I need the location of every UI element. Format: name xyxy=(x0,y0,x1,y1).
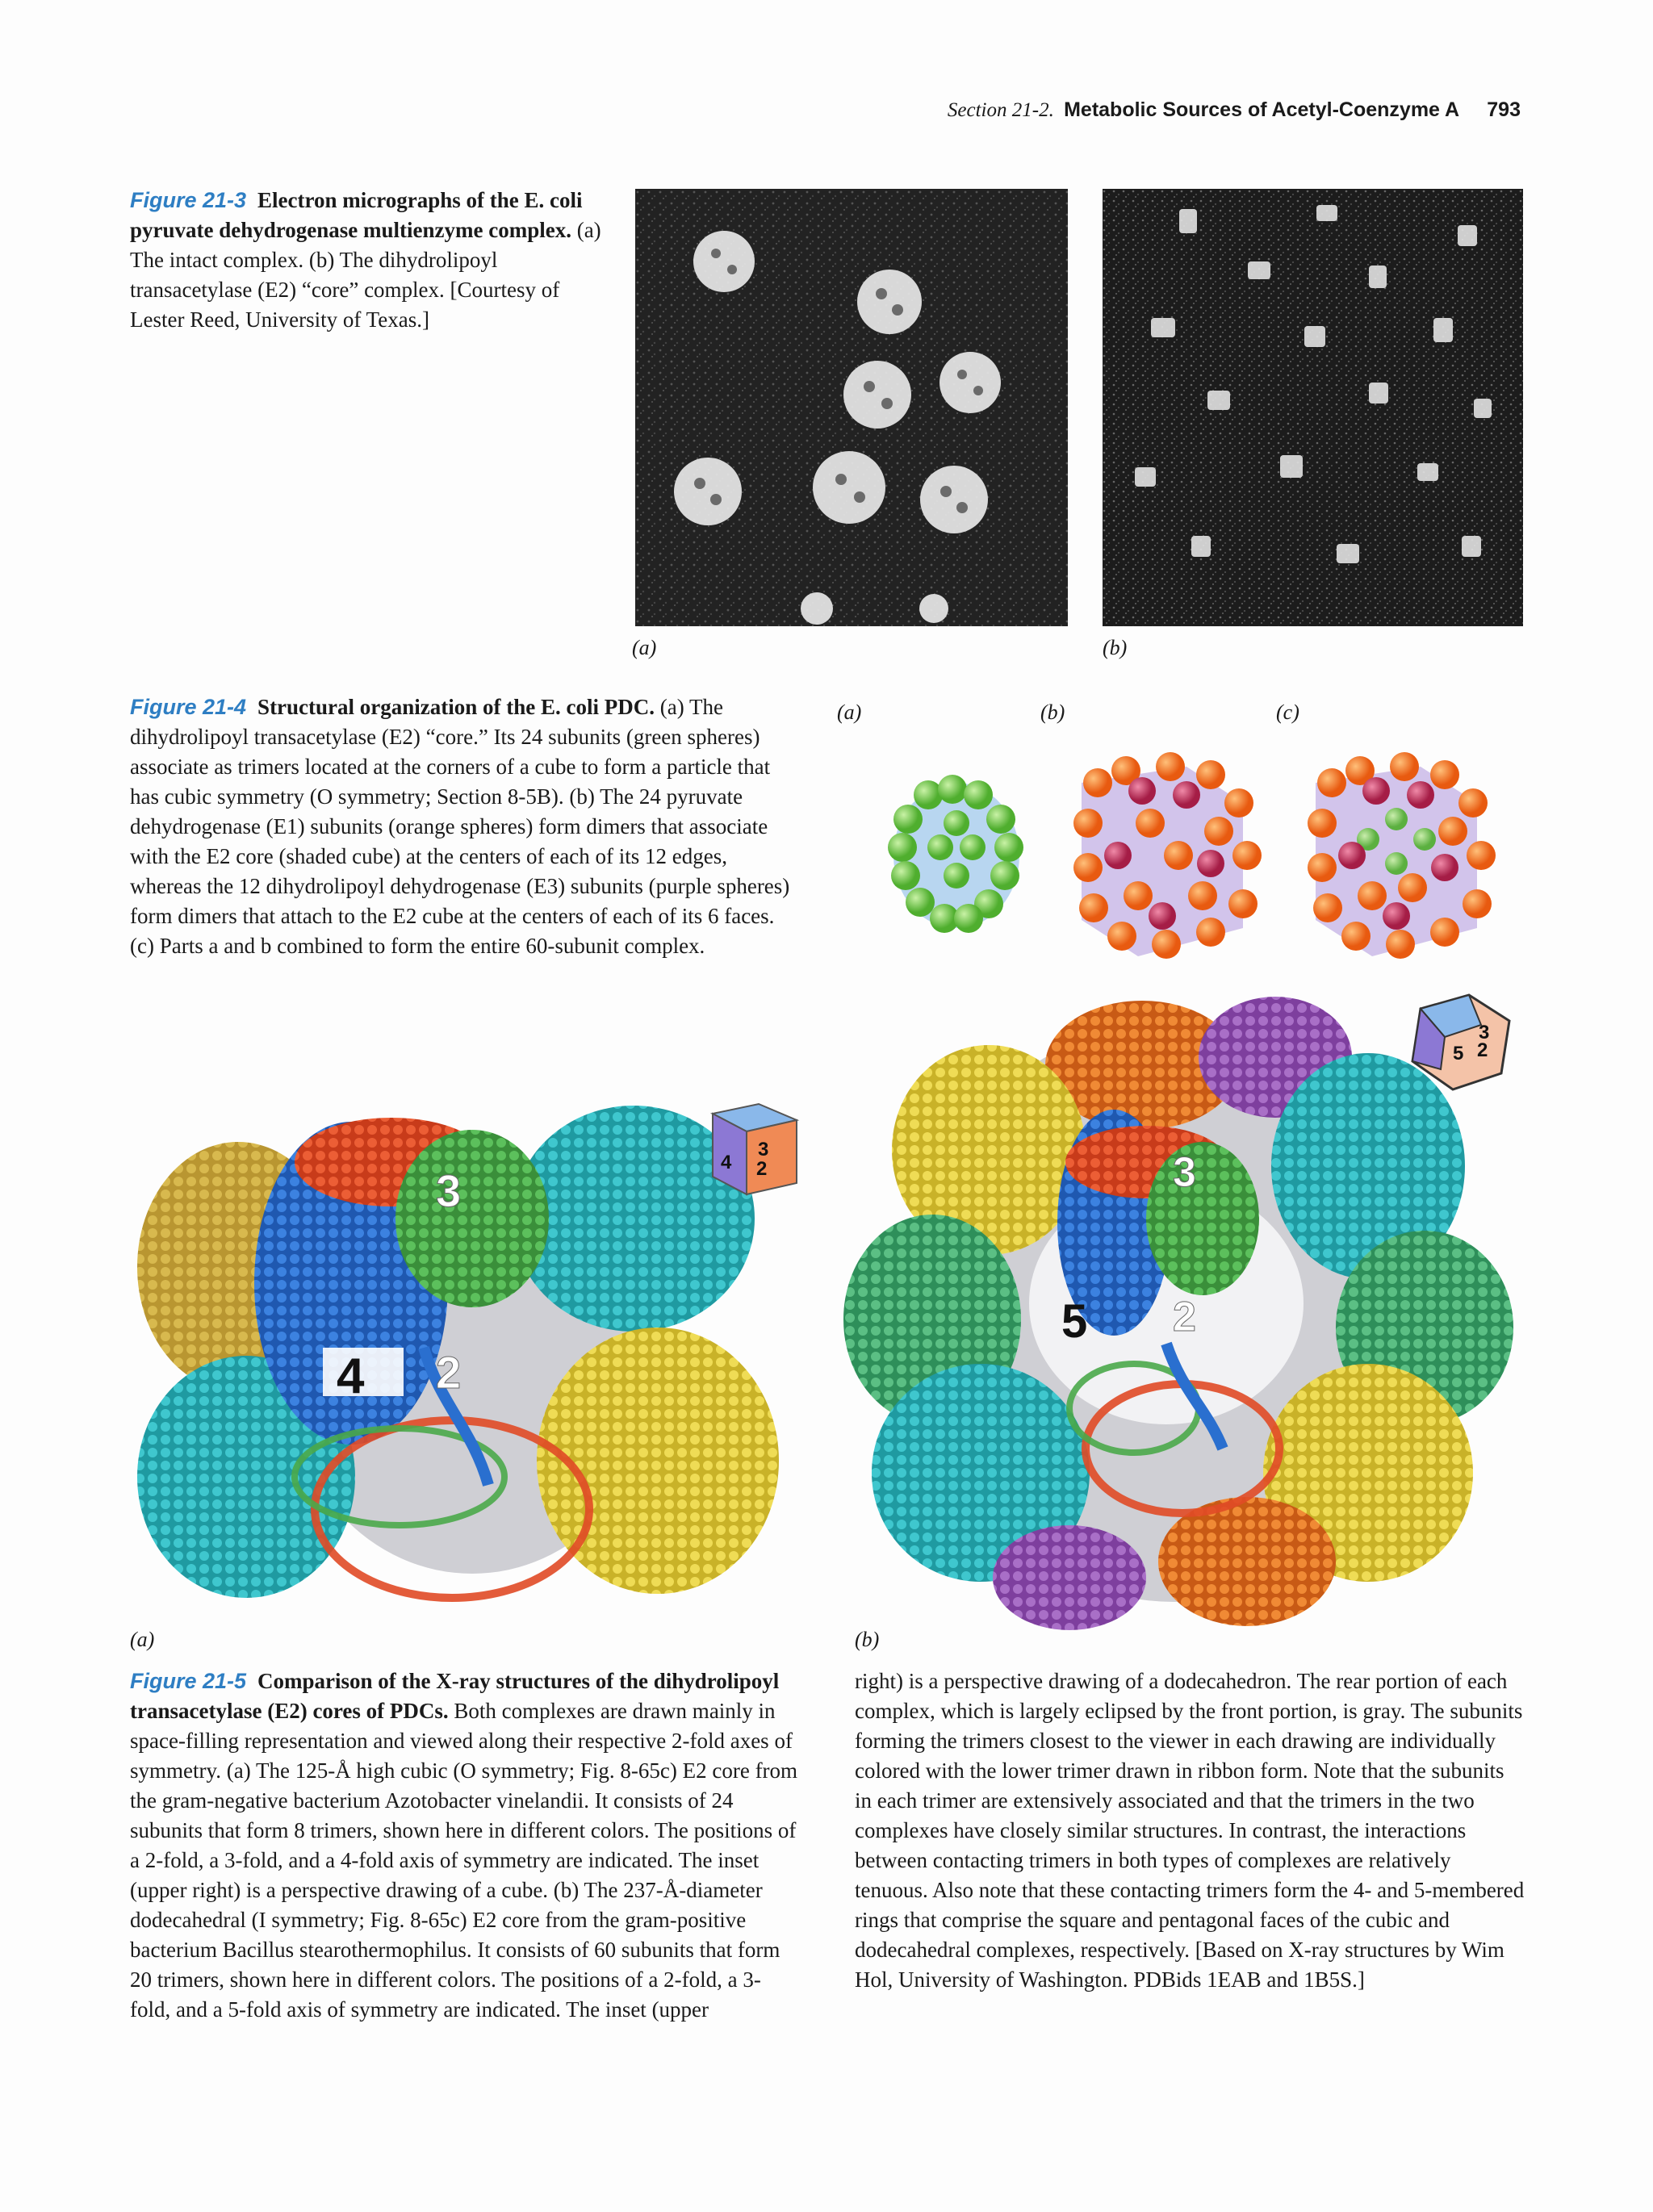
cube-label-4: 4 xyxy=(721,1152,732,1173)
section-number: Section 21-2. xyxy=(947,99,1054,121)
fig3-caption xyxy=(130,186,606,335)
e2-core-model xyxy=(888,775,1023,933)
complete-pdc-model xyxy=(1308,752,1496,959)
fig4-sub-a: (a) xyxy=(837,700,862,724)
fig4-title: Structural organization of the E. coli PDC. xyxy=(257,695,655,719)
running-header xyxy=(948,98,1521,122)
e1-e3-model xyxy=(1073,752,1262,959)
fig5b-image xyxy=(843,989,1538,1630)
fig4-models-image xyxy=(831,726,1525,993)
dodeca-label-5: 5 xyxy=(1453,1043,1464,1064)
fig3-sub-a: (a) xyxy=(632,636,657,659)
cube-label-2: 2 xyxy=(756,1158,768,1180)
micrograph-b-image xyxy=(1103,189,1523,626)
dodeca-label-2: 2 xyxy=(1477,1039,1488,1061)
fig3-sub-b: (b) xyxy=(1103,636,1128,659)
micrograph-a xyxy=(635,189,1068,626)
fig5-sub-a: (a) xyxy=(130,1628,155,1651)
fig5a-structure xyxy=(133,1098,807,1630)
dodeca-label-3: 3 xyxy=(1479,1022,1490,1043)
page-number: 793 xyxy=(1487,98,1521,121)
fig3-text: (a) The intact complex. (b) The dihydrolipoyl transacetylase (E2) “core” complex. [Courtesy of Lester Reed, University of Texas.] xyxy=(130,218,601,332)
axis-3-label-a: 3 xyxy=(436,1165,462,1216)
fig5b-structure xyxy=(843,989,1538,1630)
axis-2-label-a: 2 xyxy=(436,1347,462,1398)
fig5-text-left: Both complexes are drawn mainly in space-filling representation and viewed along their respective 2-fold axes of symmetry. (a) The 125-Å high cubic (O symmetry; Fig. 8-65c) E2 core from the gram-negative bacterium Azotobacter vinelandii. It consists of 24 subunits that form 8 trimers, shown here in different colors. The positions of a 2-fold, a 3-fold, and a 4-fold axis of symmetry are indicated. The inset (upper right) is a perspective drawing of a cube. (b) The 237-Å-diameter dodecahedral (I symmetry; Fig. 8-65c) E2 core from the gram-positive bacterium Bacillus stearothermophilus. It consists of 60 subunits that form 20 trimers, shown here in different colors. The positions of a 2-fold, a 3-fold, and a 5-fold axis of symmetry are indicated. The inset (upper xyxy=(130,1699,798,2022)
fig4-caption xyxy=(130,692,801,961)
fig5-label: Figure 21-5 xyxy=(130,1669,247,1693)
section-title: Metabolic Sources of Acetyl-Coenzyme A xyxy=(1064,98,1460,121)
fig3-label: Figure 21-3 xyxy=(130,188,247,212)
cube-inset xyxy=(713,1104,797,1194)
axis-5-label: 5 xyxy=(1061,1295,1088,1348)
axis-2-label-b: 2 xyxy=(1173,1294,1196,1340)
dodecahedron-inset xyxy=(1412,995,1509,1089)
axis-3-label-b: 3 xyxy=(1173,1149,1196,1196)
fig5-title: Comparison of the X-ray structures of the dihydrolipoyl transacetylase (E2) cores of PDCs. xyxy=(130,1669,780,1723)
fig5-sub-b: (b) xyxy=(855,1628,880,1651)
fig4-sub-b: (b) xyxy=(1040,700,1065,724)
fig4-text: (a) The dihydrolipoyl transacetylase (E2) “core.” Its 24 subunits (green spheres) associate as trimers located at the corners of a cube to form a particle that has cubic symmetry (O symmetry; Section 8-5B). (b) The 24 pyruvate dehydrogenase (E1) subunits (orange spheres) form dimers that associate with the E2 core (shaded cube) at the centers of each of its 12 edges, whereas the 12 dihydrolipoyl dehydrogenase (E3) subunits (purple spheres) form dimers that attach to the E2 cube at the centers of each of its 6 faces. (c) Parts a and b combined to form the entire 60-subunit complex. xyxy=(130,695,790,958)
fig5-text-right: right) is a perspective drawing of a dodecahedron. The rear portion of each complex, which is largely eclipsed by the front portion, is gray. The subunits forming the trimers closest to the viewer in each drawing are individually colored with the lower trimer drawn in ribbon form. Note that the subunits in each trimer are extensively associated and that the trimers in the two complexes have closely similar structures. In contrast, the interactions between contacting trimers in both types of complexes are relatively tenuous. Also note that these contacting trimers form the 4- and 5-membered rings that comprise the square and pentagonal faces of the cubic and dodecahedral complexes, respectively. [Based on X-ray structures by Wim Hol, University of Washington. PDBids 1EAB and 1B5S.] xyxy=(855,1669,1525,1992)
micrograph-b xyxy=(1103,189,1523,626)
fig4-sub-c: (c) xyxy=(1276,700,1299,724)
fig4-models xyxy=(831,726,1525,993)
cube-label-3: 3 xyxy=(758,1139,769,1160)
fig5-caption-left xyxy=(130,1666,801,2025)
fig4-label: Figure 21-4 xyxy=(130,695,247,719)
fig3-title: Electron micrographs of the E. coli pyruvate dehydrogenase multienzyme complex. xyxy=(130,188,583,242)
fig5-caption-right xyxy=(855,1666,1525,1995)
fig5a-image xyxy=(133,1098,807,1630)
axis-4-label: 4 xyxy=(337,1349,365,1404)
micrograph-a-image xyxy=(635,189,1068,626)
